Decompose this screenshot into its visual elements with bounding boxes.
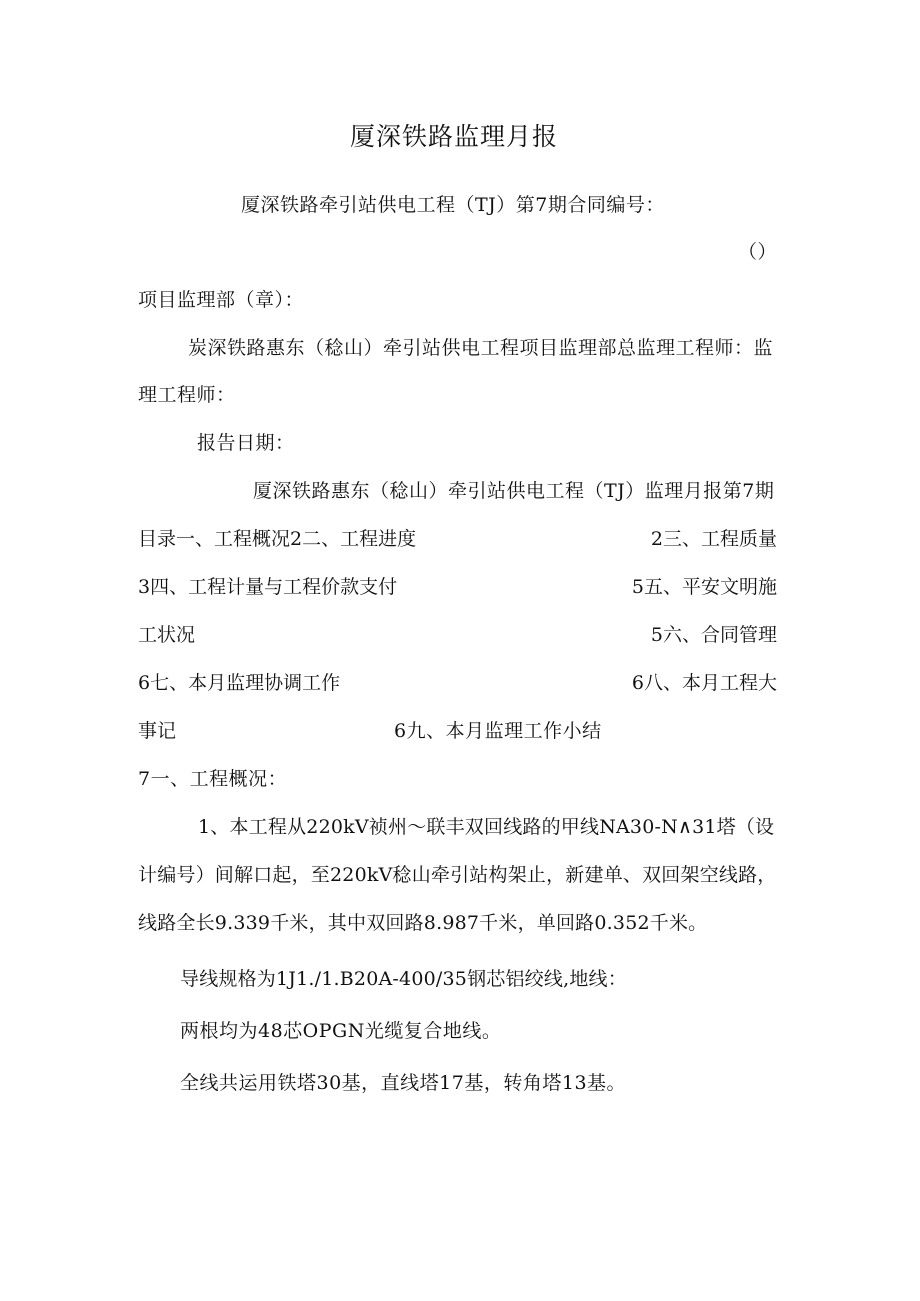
- ground-wire-line: 两根均为48芯OPGN光缆复合地线。: [180, 1020, 502, 1042]
- toc-line-5-middle: 6九、本月监理工作小结: [394, 720, 602, 742]
- paragraph-1-line-1: 1、本工程从220kV祯州～联丰双回线路的甲线NA30-N∧31塔（设: [198, 816, 775, 838]
- supervisor-line-2: 理工程师：: [138, 384, 236, 406]
- toc-line-4-right: 6八、本月工程大: [631, 672, 777, 694]
- toc-line-4-left: 6七、本月监理协调工作: [138, 672, 341, 694]
- report-title: 厦深铁路惠东（稔山）牵引站供电工程（TJ）监理月报第7期: [253, 480, 775, 502]
- supervisor-line-1: 炭深铁路惠东（稔山）牵引站供电工程项目监理部总监理工程师：监: [188, 337, 774, 359]
- toc-line-1-left: 目录一、工程概况2二、工程进度: [138, 528, 417, 550]
- toc-line-5-left: 事记: [138, 720, 177, 742]
- contract-number-parens: （）: [738, 241, 778, 263]
- paragraph-1-line-3: 线路全长9.339千米，其中双回路8.987千米，单回路0.352千米。: [138, 912, 708, 934]
- paragraph-1-line-2: 计编号）间解口起，至220kV稔山牵引站构架止，新建单、双回架空线路，: [138, 864, 777, 886]
- report-date: 报告日期：: [197, 432, 295, 454]
- toc-line-3-right: 5六、合同管理: [650, 624, 777, 646]
- toc-line-2-left: 3四、工程计量与工程价款支付: [138, 576, 398, 598]
- toc-line-1-right: 2三、工程质量: [650, 528, 777, 550]
- supervision-dept-line: 项目监理部（章）：: [138, 289, 305, 311]
- wire-spec-line: 导线规格为1J1./1.B20A-400/35钢芯铝绞线,地线：: [180, 968, 627, 990]
- toc-line-2-right: 5五、平安文明施: [631, 576, 777, 598]
- document-title: 厦深铁路监理月报: [350, 122, 559, 151]
- towers-line: 全线共运用铁塔30基，直线塔17基，转角塔13基。: [180, 1072, 627, 1094]
- subtitle-contract: 厦深铁路牵引站供电工程（TJ）第7期合同编号：: [241, 194, 665, 216]
- toc-line-3-left: 工状况: [138, 624, 196, 646]
- section-heading-overview: 7一、工程概况：: [138, 768, 288, 790]
